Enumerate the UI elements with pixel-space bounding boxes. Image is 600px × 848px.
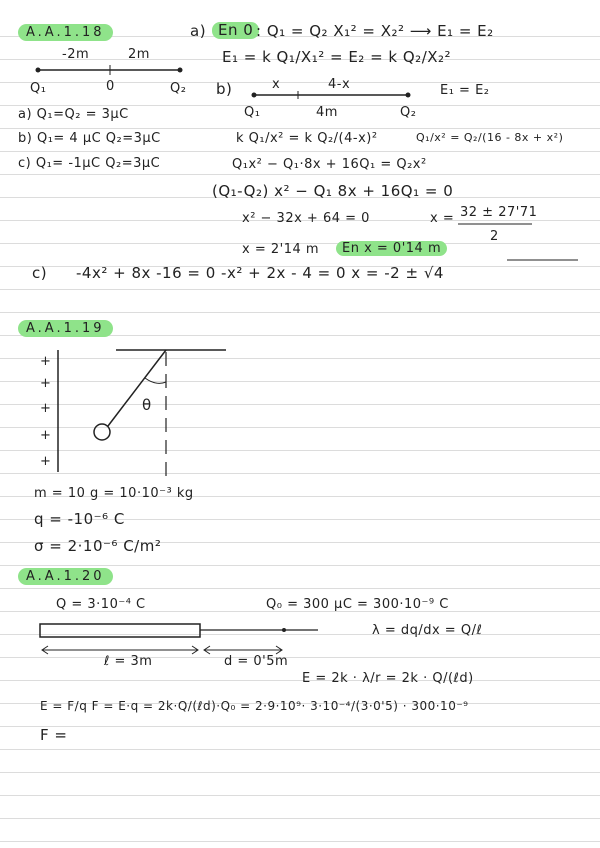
ex18-a-line2: E₁ = k Q₁/X₁² = E₂ = k Q₂/X₂² [222,48,452,66]
ex19-plus-4: + [40,428,52,443]
ex19-plus-2: + [40,376,52,391]
ex20-distance: d = 0'5m [224,654,289,669]
ex18-b-numerator: 32 ± 27'71 [460,205,538,220]
ex18-given-b: b) Q₁= 4 μC Q₂=3μC [18,131,161,146]
ex18-b-line2: Q₁/x² = Q₂/(16 - 8x + x²) [416,131,564,144]
ex18-b-x: x [272,77,281,92]
ex19-mass: m = 10 g = 10·10⁻³ kg [34,486,194,501]
ex18-b-line5: x² − 32x + 64 = 0 [242,211,370,226]
ex18-b-q1: Q₁ [244,105,261,120]
ex20-Q0: Q₀ = 300 μC = 300·10⁻⁹ C [266,597,449,612]
ex18-b-denominator: 2 [490,229,499,244]
ex18-c-line: -4x² + 8x -16 = 0 -x² + 2x - 4 = 0 x = -2 ± √4 [76,264,444,282]
ex18-origin-label: 0 [106,79,115,94]
ex18-b-dist: 4m [316,105,338,120]
ex18-b-line3: Q₁x² − Q₁·8x + 16Q₁ = Q₂x² [232,157,427,172]
ex18-a-en0: En 0 [212,22,259,39]
ex19-sigma: σ = 2·10⁻⁶ C/m² [34,537,162,555]
ex20-Q: Q = 3·10⁻⁴ C [56,597,146,612]
section-tag-1-18: A.A.1.18 [18,24,113,41]
ex18-b-xeq: x = [430,211,455,226]
ex18-b-result: x = 2'14 m [242,242,320,257]
ex18-b-q2: Q₂ [400,105,417,120]
ex20-lambda: λ = dq/dx = Q/ℓ [372,623,483,638]
ex18-given-a: a) Q₁=Q₂ = 3μC [18,107,129,122]
ex18-c-label: c) [32,264,48,282]
ex20-F-result: F = [40,726,68,744]
section-tag-1-20: A.A.1.20 [18,568,113,585]
ex18-b-label: b) [216,80,233,98]
ex18-b-line1: k Q₁/x² = k Q₂/(4-x)² [236,131,378,146]
ex18-b-answer: En x = 0'14 m [336,241,447,256]
ex19-charge: q = -10⁻⁶ C [34,510,125,528]
ex20-length: ℓ = 3m [104,654,153,669]
ex18-q1-label-a: Q₁ [30,81,47,96]
ex18-given-c: c) Q₁= -1μC Q₂=3μC [18,156,161,171]
ex18-left-dist: -2m [62,47,90,62]
ex18-q2-label-a: Q₂ [170,81,187,96]
ex18-right-dist: 2m [128,47,150,62]
ex18-b-4mx: 4-x [328,77,351,92]
ex20-point-charge [282,628,286,632]
section-tag-1-19: A.A.1.19 [18,320,113,337]
ex20-E-expression: E = 2k · λ/r = 2k · Q/(ℓd) [302,671,474,686]
ex18-b-line4: (Q₁-Q₂) x² − Q₁ 8x + 16Q₁ = 0 [212,182,454,200]
ex20-F-line: E = F/q F = E·q = 2k·Q/(ℓd)·Q₀ = 2·9·10⁹· 3·10⁻⁴/(3·0'5) · 300·10⁻⁹ [40,699,469,713]
ex18-a-label: a) [190,22,207,40]
ex19-plus-1: + [40,354,52,369]
ex18-b-eequal: E₁ = E₂ [440,83,490,98]
ex18-a-line1: : Q₁ = Q₂ X₁² = X₂² ⟶ E₁ = E₂ [256,22,494,40]
ex20-rod [40,624,200,637]
ex19-theta: θ [142,396,152,414]
ex19-plus-5: + [40,454,52,469]
ex19-plus-3: + [40,401,52,416]
